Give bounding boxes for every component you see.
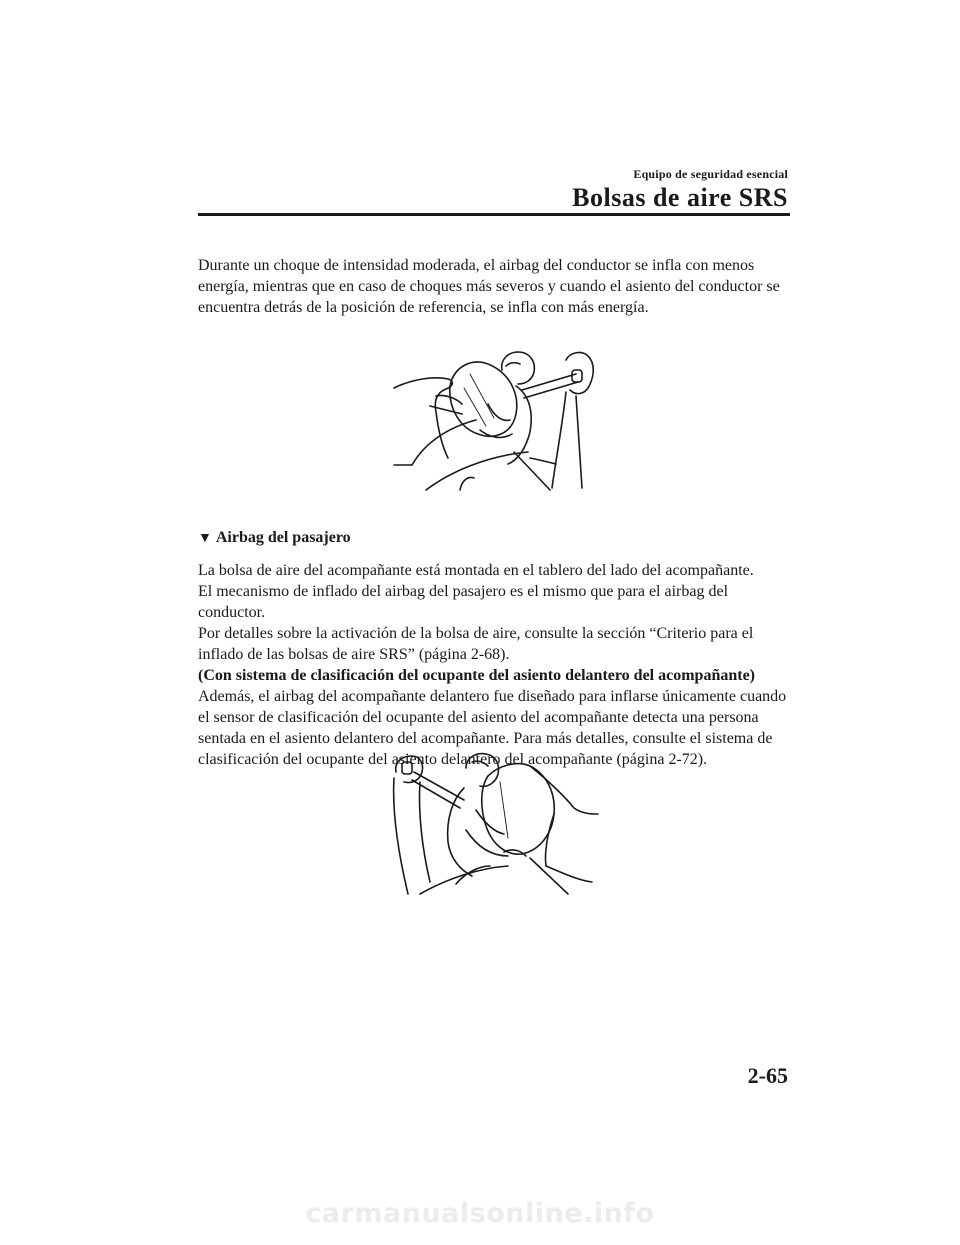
body-line: sentada en el asiento delantero del acompañante. Para más detalles, consulte el sistema de bbox=[198, 730, 773, 747]
body-line: La bolsa de aire del acompañante está montada en el tablero del lado del acompañante. bbox=[198, 562, 754, 579]
page-number: 2-65 bbox=[747, 1063, 788, 1088]
body-line: Por detalles sobre la activación de la bolsa de aire, consulte la sección “Criterio para el bbox=[198, 625, 754, 642]
body-line: El mecanismo de inflado del airbag del pasajero es el mismo que para el airbag del bbox=[198, 583, 729, 600]
triangle-bullet-icon: ▼ bbox=[198, 531, 212, 546]
body-line: inflado de las bolsas de aire SRS” (página 2-68). bbox=[198, 646, 510, 663]
body-line: el sensor de clasificación del ocupante del asiento del acompañante detecta una persona bbox=[198, 709, 759, 726]
intro-line: encuentra detrás de la posición de referencia, se infla con más energía. bbox=[198, 299, 649, 316]
heading-text: Airbag del pasajero bbox=[215, 529, 351, 546]
body-line: conductor. bbox=[198, 604, 266, 621]
passenger-airbag-illustration bbox=[380, 752, 600, 897]
watermark: carmanualsonline.info bbox=[305, 1198, 655, 1229]
body-line: clasificación del ocupante del asiento delantero del acompañante (página 2-72). bbox=[198, 751, 708, 768]
chapter-title: Bolsas de aire SRS bbox=[572, 183, 788, 212]
body-line: Además, el airbag del acompañante delantero fue diseñado para inflarse únicamente cuando bbox=[198, 688, 787, 705]
intro-line: energía, mientras que en caso de choques más severos y cuando el asiento del conductor se bbox=[198, 278, 780, 295]
header-rule bbox=[198, 213, 790, 216]
section-label: Equipo de seguridad esencial bbox=[633, 167, 788, 181]
driver-airbag-illustration bbox=[390, 348, 600, 493]
passenger-airbag-heading bbox=[198, 529, 351, 547]
passenger-paragraph bbox=[198, 560, 788, 770]
bold-subheading-line: (Con sistema de clasificación del ocupante del asiento delantero del acompañante) bbox=[198, 667, 756, 684]
intro-paragraph bbox=[198, 255, 788, 318]
intro-line: Durante un choque de intensidad moderada, el airbag del conductor se infla con menos bbox=[198, 257, 755, 274]
